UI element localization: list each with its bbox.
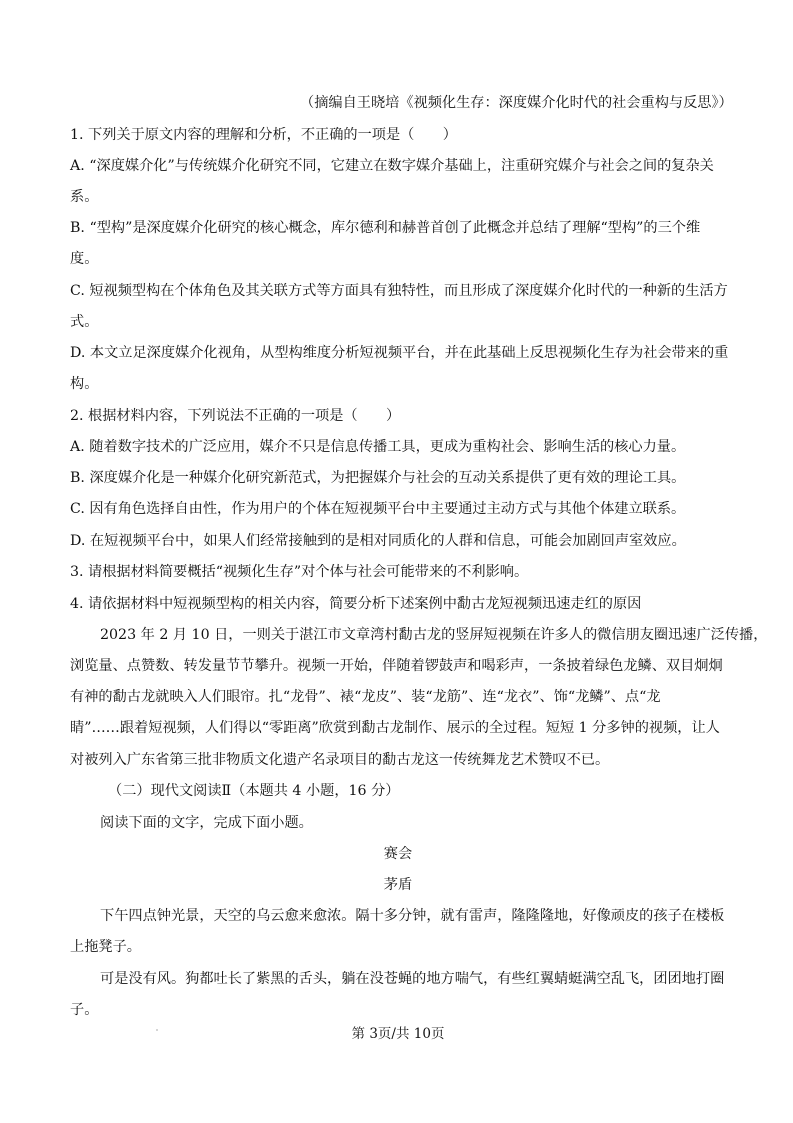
question-2-stem: 2. 根据材料内容，下列说法不正确的一项是（ ）: [70, 408, 401, 424]
question-1-option-c-cont: 式。: [70, 314, 99, 330]
question-1-stem: 1. 下列关于原文内容的理解和分析，不正确的一项是（ ）: [70, 127, 457, 143]
question-4-case-line: 2023 年 2 月 10 日，一则关于湛江市文章湾村勫古龙的竖屏短视频在许多人的微信朋友圈迅速广泛传播，: [100, 627, 768, 643]
question-3: 3. 请根据材料简要概括“视频化生存”对个体与社会可能带来的不利影响。: [70, 564, 529, 580]
question-2-option-b: B. 深度媒介化是一种媒介化研究新范式，为把握媒介与社会的互动关系提供了更有效的理论工具。: [70, 470, 686, 486]
article-paragraph-cont: 子。: [70, 1002, 99, 1018]
question-1-option-a-cont: 系。: [70, 189, 99, 205]
section-heading: （二）现代文阅读Ⅱ（本题共 4 小题，16 分）: [108, 783, 400, 799]
article-paragraph: 可是没有风。狗都吐长了紫黑的舌头，躺在没苍蝇的地方喘气，有些红翼蜻蜓满空乱飞，团团地打圈: [100, 971, 725, 987]
question-2-option-c: C. 因有角色选择自由性，作为用户的个体在短视频平台中主要通过主动方式与其他个体建立联系。: [70, 501, 686, 517]
article-paragraph-cont: 上拖凳子。: [70, 939, 141, 955]
question-4-case-line: 有神的勫古龙就映入人们眼帘。扎“龙骨”、裱“龙皮”、装“龙筋”、连“龙衣”、饰“龙鳞”、点“龙: [70, 689, 661, 705]
question-2-option-a: A. 随着数字技术的广泛应用，媒介不只是信息传播工具，更成为重构社会、影响生活的核心力量。: [70, 439, 686, 455]
article-author: 茅盾: [383, 877, 413, 893]
question-2-option-d: D. 在短视频平台中，如果人们经常接触到的是相对同质化的人群和信息，可能会加剧回声室效应。: [70, 533, 686, 549]
question-1-option-b: B. “型构”是深度媒介化研究的核心概念，库尔德利和赫普首创了此概念并总结了理解“型构”的三个维: [70, 220, 701, 236]
question-4-stem: 4. 请依据材料中短视频型构的相关内容，简要分析下述案例中勫古龙短视频迅速走红的原因: [70, 596, 642, 612]
question-1-option-d: D. 本文立足深度媒介化视角，从型构维度分析短视频平台，并在此基础上反思视频化生存为社会带来的重: [70, 345, 729, 361]
source-citation: （摘编自王晓培《视频化生存：深度媒介化时代的社会重构与反思》）: [300, 95, 733, 111]
question-1-option-c: C. 短视频型构在个体角色及其关联方式等方面具有独特性，而且形成了深度媒介化时代的一种新的生活方: [70, 283, 728, 299]
question-1-option-a: A. “深度媒介化”与传统媒介化研究不同，它建立在数字媒介基础上，注重研究媒介与社会之间的复杂关: [70, 158, 714, 174]
question-4-case-line: 对被列入广东省第三批非物质文化遗产名录项目的勫古龙这一传统舞龙艺术赞叹不已。: [70, 752, 610, 768]
reading-instruction: 阅读下面的文字，完成下面小题。: [100, 815, 313, 831]
page-number-footer: 第 3页/共 10页: [351, 1026, 445, 1042]
question-1-option-d-cont: 构。: [70, 376, 99, 392]
article-title: 赛会: [383, 846, 413, 862]
question-4-case-line: 浏览量、点赞数、转发量节节攀升。视频一开始，伴随着锣鼓声和喝彩声，一条披着绿色龙鳞、双目炯炯: [70, 658, 723, 674]
question-1-option-b-cont: 度。: [70, 251, 99, 267]
article-paragraph: 下午四点钟光景，天空的乌云愈来愈浓。隔十多分钟，就有雷声，隆隆隆地，好像顽皮的孩子在楼板: [100, 908, 725, 924]
question-4-case-line: 睛”……跟着短视频，人们得以“零距离”欣赏到勫古龙制作、展示的全过程。短短 1 分多钟的视频，让人: [70, 720, 720, 736]
